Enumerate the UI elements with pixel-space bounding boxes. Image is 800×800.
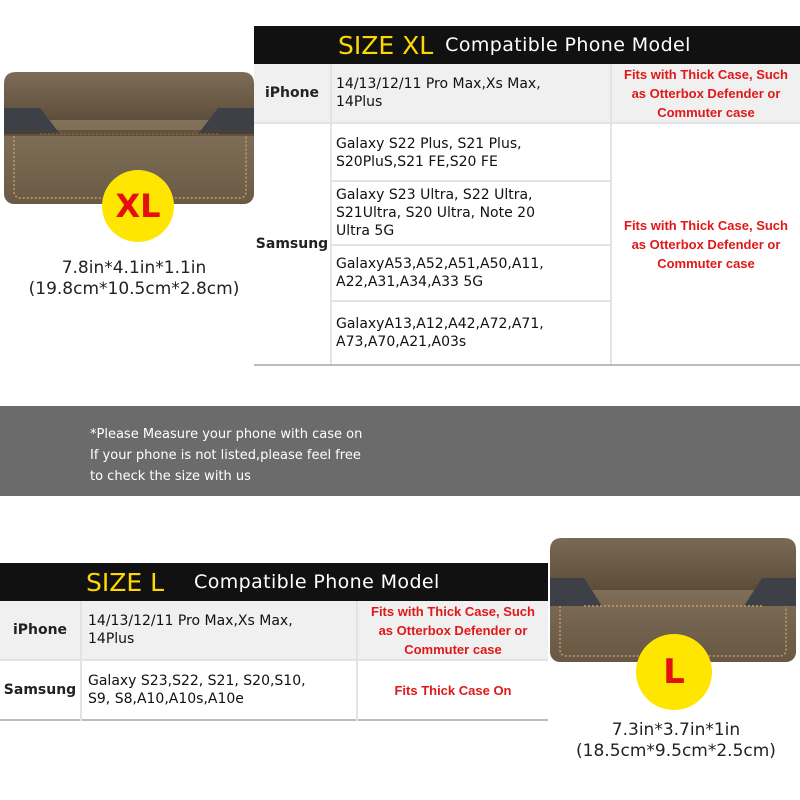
xl-divider <box>330 64 332 364</box>
l-divider <box>80 601 82 721</box>
l-dimensions <box>552 720 800 762</box>
measure-notice-text: *Please Measure your phone with case on If your phone is not listed,please feel free to check the size with us <box>90 427 363 484</box>
xl-divider <box>254 122 800 124</box>
l-table-header <box>0 563 548 601</box>
l-divider <box>356 601 358 721</box>
xl-samsung-brand: Samsung <box>255 236 329 252</box>
xl-divider <box>610 64 612 364</box>
l-divider <box>0 659 548 661</box>
l-samsung-models: Galaxy S23,S22, S21, S20,S10, S9, S8,A10,A10s,A10e <box>88 673 306 707</box>
xl-size-title: SIZE XL <box>338 30 434 60</box>
xl-dims-inches: 7.8in*4.1in*1.1in <box>61 258 207 278</box>
xl-samsung-note: Fits with Thick Case, Such as Otterbox Defender or Commuter case <box>624 217 788 271</box>
l-samsung-brand: Samsung <box>3 682 77 698</box>
l-size-title: SIZE L <box>86 567 165 597</box>
l-iphone-brand: iPhone <box>12 622 68 638</box>
l-size-badge: L <box>636 634 712 710</box>
xl-divider <box>332 180 612 182</box>
measure-notice-banner <box>0 406 800 496</box>
xl-iphone-brand: iPhone <box>264 85 320 101</box>
xl-divider <box>254 364 800 366</box>
xl-iphone-note: Fits with Thick Case, Such as Otterbox Defender or Commuter case <box>624 66 788 120</box>
l-dims-cm: (18.5cm*9.5cm*2.5cm) <box>576 741 776 761</box>
l-iphone-note: Fits with Thick Case, Such as Otterbox Defender or Commuter case <box>371 603 535 657</box>
xl-divider <box>332 300 612 302</box>
l-samsung-note: Fits Thick Case On <box>394 682 512 698</box>
xl-samsung-row-3: GalaxyA53,A52,A51,A50,A11, A22,A31,A34,A33 5G <box>336 256 544 290</box>
xl-divider <box>332 244 612 246</box>
xl-iphone-models: 14/13/12/11 Pro Max,Xs Max, 14Plus <box>336 76 541 110</box>
xl-dims-cm: (19.8cm*10.5cm*2.8cm) <box>28 279 240 299</box>
xl-table-header <box>254 26 800 64</box>
xl-samsung-row-4: GalaxyA13,A12,A42,A72,A71, A73,A70,A21,A03s <box>336 316 544 350</box>
xl-size-badge: XL <box>102 170 174 242</box>
xl-dimensions <box>0 258 268 300</box>
xl-samsung-row-1: Galaxy S22 Plus, S21 Plus, S20PluS,S21 FE,S20 FE <box>336 136 522 170</box>
xl-compat-header: Compatible Phone Model <box>445 34 691 56</box>
l-divider <box>0 719 548 721</box>
l-compat-header: Compatible Phone Model <box>194 571 440 593</box>
xl-samsung-row-2: Galaxy S23 Ultra, S22 Ultra, S21Ultra, S20 Ultra, Note 20 Ultra 5G <box>336 187 535 239</box>
l-iphone-models: 14/13/12/11 Pro Max,Xs Max, 14Plus <box>88 613 293 647</box>
l-dims-inches: 7.3in*3.7in*1in <box>611 720 741 740</box>
